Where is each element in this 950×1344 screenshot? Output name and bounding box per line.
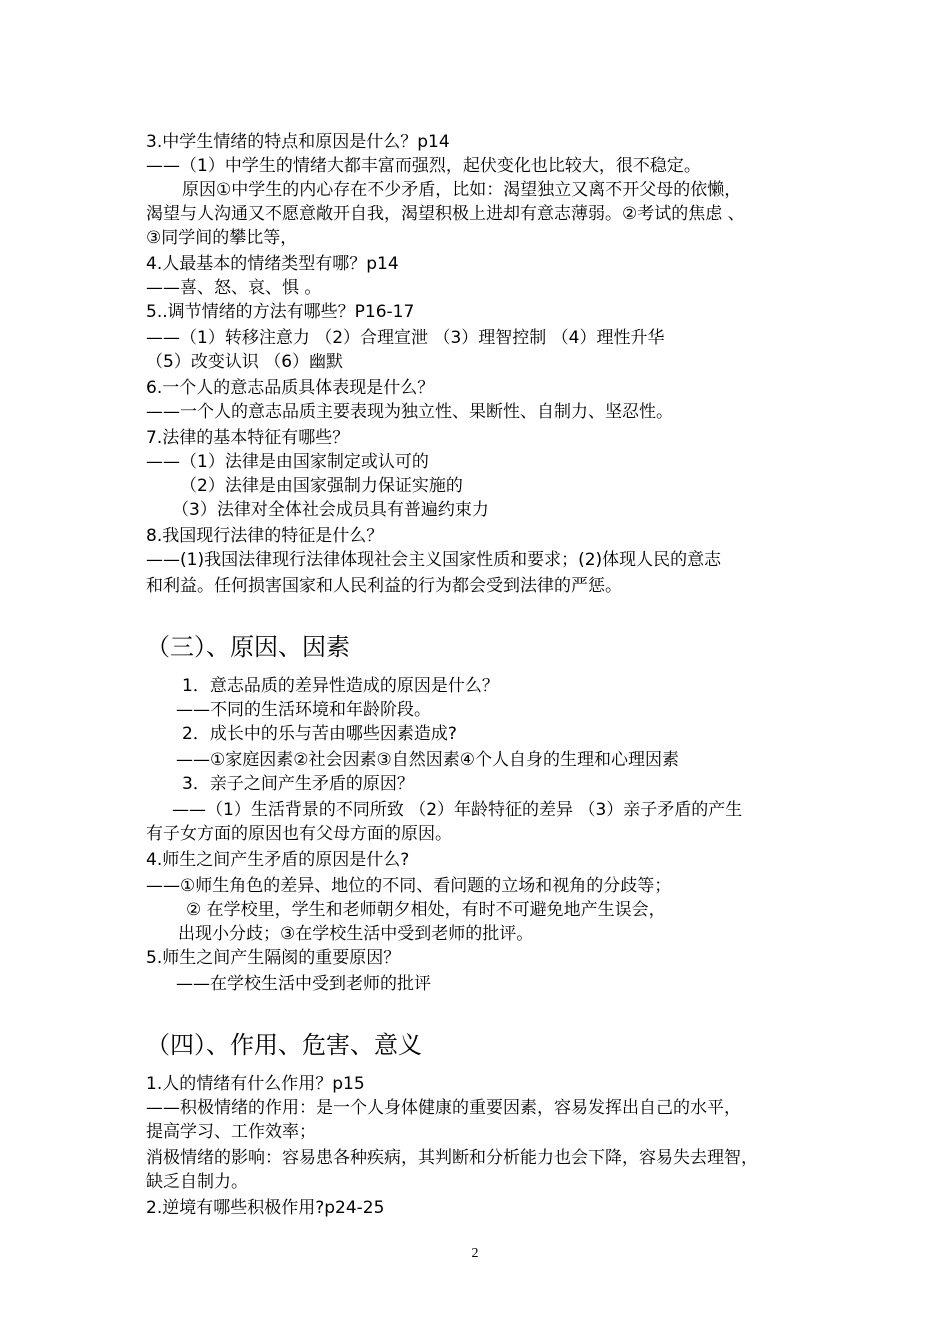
question-line: 6.一个人的意志品质具体表现是什么？: [146, 378, 435, 398]
question-line: 1．意志品质的差异性造成的原因是什么？: [182, 676, 499, 696]
answer-line: 消极情绪的影响：容易患各种疾病，其判断和分析能力也会下降，容易失去理智，: [146, 1148, 758, 1168]
question-line: 2.逆境有哪些积极作用?p24-25: [146, 1198, 385, 1218]
answer-line: ——（1）转移注意力 （2）合理宣泄 （3）理智控制 （4）理性升华: [146, 328, 665, 348]
answer-line: ——在学校生活中受到老师的批评: [176, 974, 431, 994]
answer-line: 出现小分歧；③在学校生活中受到老师的批评。: [178, 924, 534, 944]
section-heading: （三）、原因、因素: [146, 633, 350, 661]
question-line: 8.我国现行法律的特征是什么？: [146, 526, 384, 546]
answer-line: （2）法律是由国家强制力保证实施的: [180, 476, 463, 496]
answer-line: ——积极情绪的作用：是一个人身体健康的重要因素，容易发挥出自己的水平，: [146, 1098, 741, 1118]
answer-line: ——①家庭因素②社会因素③自然因素④个人自身的生理和心理因素: [176, 750, 679, 770]
question-line: 3．亲子之间产生矛盾的原因？: [182, 774, 414, 794]
answer-line: ——不同的生活环境和年龄阶段。: [176, 700, 431, 720]
answer-line: ——喜、怒、哀、惧 。: [146, 278, 322, 298]
section-heading: （四）、作用、危害、意义: [146, 1031, 422, 1059]
answer-line: ② 在学校里，学生和老师朝夕相处，有时不可避免地产生误会，: [186, 900, 666, 920]
answer-line: ——(1)我国法律现行法律体现社会主义国家性质和要求；(2)体现人民的意志: [146, 550, 722, 570]
answer-line: ——（1）法律是由国家制定或认可的: [146, 452, 429, 472]
question-line: 2．成长中的乐与苦由哪些因素造成?: [182, 724, 457, 744]
question-line: 7.法律的基本特征有哪些？: [146, 428, 350, 448]
question-line: 5..调节情绪的方法有哪些？P16-17: [146, 302, 415, 322]
question-line: 4.师生之间产生矛盾的原因是什么?: [146, 850, 410, 870]
answer-line: 提高学习、工作效率；: [146, 1122, 316, 1142]
page-number: 2: [471, 1246, 479, 1261]
answer-line: 有子女方面的原因也有父母方面的原因。: [146, 824, 452, 844]
answer-line: 渴望与人沟通又不愿意敞开自我，渴望积极上进却有意志薄弱。②考试的焦虑 、: [146, 204, 745, 224]
answer-line: 和利益。任何损害国家和人民利益的行为都会受到法律的严惩。: [146, 576, 622, 596]
answer-line: （3）法律对全体社会成员具有普遍约束力: [172, 500, 489, 520]
answer-line: 缺乏自制力。: [146, 1172, 248, 1192]
question-line: 1.人的情绪有什么作用？p15: [146, 1074, 365, 1094]
answer-line: （5）改变认识 （6）幽默: [146, 352, 344, 372]
answer-line: 原因①中学生的内心存在不少矛盾，比如：渴望独立又离不开父母的依懒，: [182, 180, 742, 200]
answer-line: ③同学间的攀比等，: [146, 228, 298, 248]
answer-line: ——一个人的意志品质主要表现为独立性、果断性、自制力、坚忍性。: [146, 402, 673, 422]
question-line: 5.师生之间产生隔阂的重要原因？: [146, 948, 401, 968]
question-line: 3.中学生情绪的特点和原因是什么？p14: [146, 132, 450, 152]
answer-line: ——（1）生活背景的不同所致 （2）年龄特征的差异 （3）亲子矛盾的产生: [172, 800, 743, 820]
answer-line: ——（1）中学生的情绪大都丰富而强烈，起伏变化也比较大，很不稳定。: [146, 156, 701, 176]
answer-line: ——①师生角色的差异、地位的不同、看问题的立场和视角的分歧等；: [146, 876, 672, 896]
question-line: 4.人最基本的情绪类型有哪？p14: [146, 254, 399, 274]
